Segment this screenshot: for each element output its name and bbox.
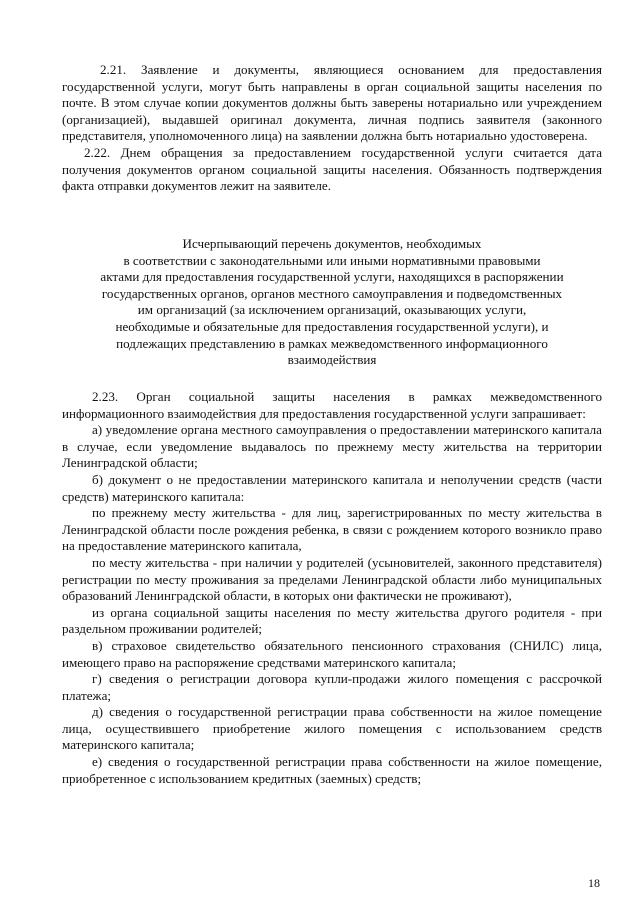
section-2-23 bbox=[62, 389, 602, 787]
paragraph-2-21: 2.21. Заявление и документы, являющиеся основанием для предоставления государственной услуги, могут быть направлены в орган социальной защиты населения по почте. В этом случае копии документов должны быть заверены нотариально или учреждением (организацией), выдавшей оригинал документа, личная подпись заявителя (законного представителя, уполномоченного лица) на заявлении должна быть нотариально удостоверена. bbox=[62, 62, 602, 144]
list-item-d: д) сведения о государственной регистрации права собственности на жилое помещение лица, осуществившего приобретение жилого помещения с использованием средств материнского капитала; bbox=[62, 704, 602, 753]
heading-line: подлежащих представлению в рамках межведомственного информационного bbox=[116, 335, 548, 351]
list-item-b-sub-3: из органа социальной защиты населения по месту жительства другого родителя - при раздельном проживании родителей; bbox=[62, 604, 602, 637]
page-number: 18 bbox=[588, 876, 600, 890]
section-2-21-2-22 bbox=[62, 62, 602, 195]
heading-line: взаимодействия bbox=[287, 352, 377, 368]
heading-line: актами для предоставления государственной услуги, находящихся в распоряжении bbox=[100, 269, 564, 285]
heading-line: им организаций (за исключением организаций, оказывающих услуги, bbox=[137, 302, 527, 318]
list-item-e: е) сведения о государственной регистрации права собственности на жилое помещение, приобретенное с использованием кредитных (заемных) средств; bbox=[62, 754, 602, 786]
heading-line: в соответствии с законодательными или иными нормативными правовыми bbox=[123, 252, 541, 268]
list-item-g: г) сведения о регистрации договора купли-продажи жилого помещения с рассрочкой платежа; bbox=[62, 671, 602, 703]
list-item-b-sub-1: по прежнему месту жительства - для лиц, зарегистрированных по месту жительства в Ленинградской области после рождения ребенка, в связи с рождением которого возникло право на предоставление материнского капитала, bbox=[62, 505, 602, 554]
list-item-v: в) страховое свидетельство обязательного пенсионного страхования (СНИЛС) лица, имеющего право на распоряжение средствами материнского капитала; bbox=[62, 637, 602, 670]
list-item-a: а) уведомление органа местного самоуправления о предоставлении материнского капитала в случае, если уведомление выдавалось по прежнему месту жительства на территории Ленинградской области; bbox=[62, 422, 602, 471]
list-item-b-sub-2: по месту жительства - при наличии у родителей (усыновителей, законного представителя) регистрации по месту проживания за пределами Ленинградской области либо муниципальных образований Ленинградской области, в которых они фактически не проживают), bbox=[62, 554, 602, 604]
paragraph-2-23: 2.23. Орган социальной защиты населения в рамках межведомственного информационного взаимодействия для предоставления государственной услуги запрашивает: bbox=[62, 389, 602, 421]
heading-line: Исчерпывающий перечень документов, необходимых bbox=[182, 236, 482, 251]
list-item-b: б) документ о не предоставлении материнского капитала и неполучении средств (части средств) материнского капитала: bbox=[62, 471, 602, 504]
heading-line: необходимые и обязательные для предоставления государственной услуги), и bbox=[115, 318, 549, 334]
heading-line: государственных органов, органов местного самоуправления и подведомственных bbox=[101, 285, 563, 301]
section-heading bbox=[62, 236, 602, 369]
paragraph-2-22: 2.22. Днем обращения за предоставлением государственной услуги считается дата получения документов органом социальной защиты населения. Обязанность подтверждения факта отправки документов лежит на заявителе. bbox=[62, 144, 602, 194]
